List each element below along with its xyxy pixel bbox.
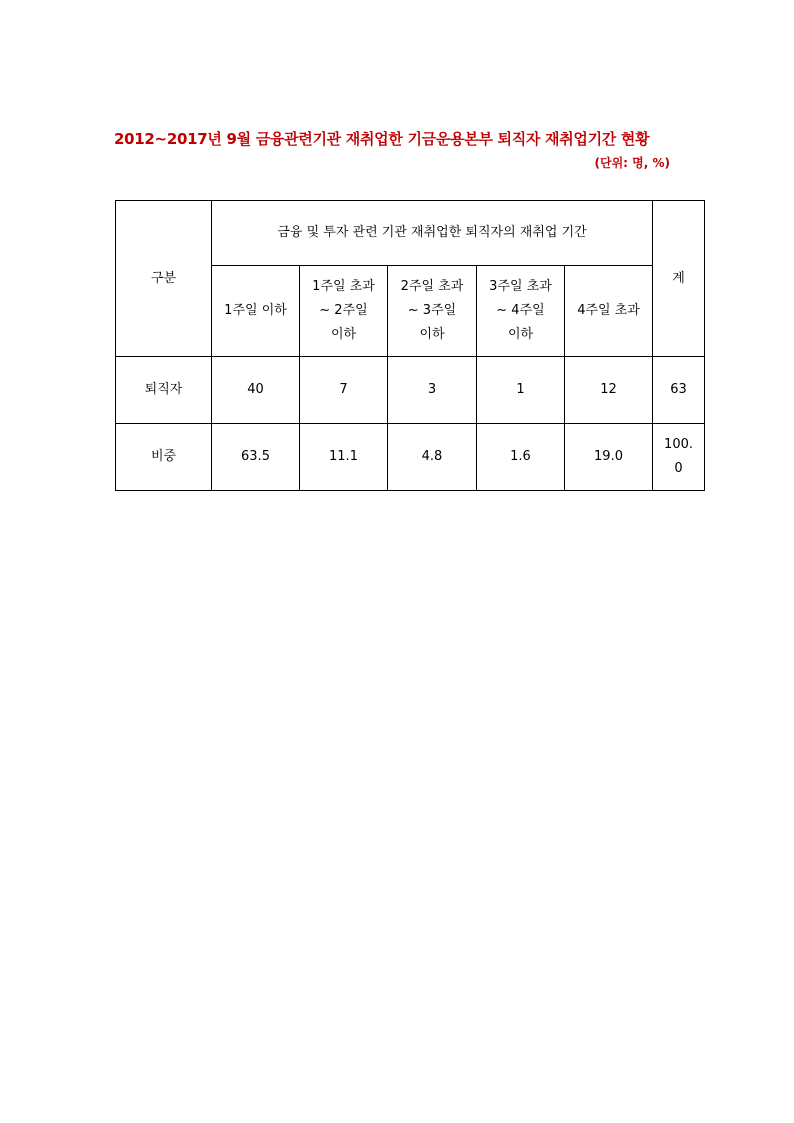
row-header-label: 구분 (150, 270, 177, 286)
table-cell: 40 (212, 357, 300, 424)
total-header-cell (653, 201, 705, 357)
group-header: 금융 및 투자 관련 기관 재취업한 퇴직자의 재취업 기간 (277, 225, 587, 240)
table-cell: 1 (477, 357, 565, 424)
period-header-line: 이하 (507, 327, 534, 342)
period-header-line: 이하 (330, 327, 357, 342)
row-total-cell (653, 424, 705, 491)
row-header-label-cell (116, 201, 212, 357)
header-row-group (116, 201, 705, 266)
table-cell: 63.5 (212, 424, 300, 491)
table-cell: 3 (388, 357, 477, 424)
table-row (116, 357, 705, 424)
row-total-line: 100. (664, 437, 693, 452)
period-header-cell (300, 266, 388, 357)
table-cell: 19.0 (565, 424, 653, 491)
table-cell: 7 (300, 357, 388, 424)
period-header-line: 2주일 초과 (400, 279, 464, 294)
group-header-cell (212, 201, 653, 266)
period-header-cell (388, 266, 477, 357)
row-total: 63 (653, 357, 705, 424)
table-row (116, 424, 705, 491)
table-cell: 4.8 (388, 424, 477, 491)
period-header-line: 4주일 초과 (577, 303, 640, 318)
reemployment-period-table (115, 200, 705, 491)
period-header-line: ~ 2주일 (319, 303, 368, 318)
row-total-line: 0 (674, 461, 683, 476)
period-header-line: 3주일 초과 (489, 279, 552, 294)
table-cell: 1.6 (477, 424, 565, 491)
document-title: 2012~2017년 9월 금융관련기관 재취업한 기금운용본부 퇴직자 재취업기간 현황 (114, 130, 650, 148)
period-header-line: 1주일 이하 (224, 303, 287, 318)
period-header-cell (565, 266, 653, 357)
period-header-line: ~ 4주일 (496, 303, 545, 318)
total-header: 계 (672, 270, 685, 286)
period-header-line: 1주일 초과 (312, 279, 375, 294)
unit-note: (단위: 명, %) (594, 156, 670, 170)
row-label: 비중 (116, 424, 212, 491)
period-header-line: 이하 (419, 327, 445, 342)
period-header-cell (477, 266, 565, 357)
row-label: 퇴직자 (116, 357, 212, 424)
period-header-line: ~ 3주일 (407, 303, 457, 318)
table-cell: 11.1 (300, 424, 388, 491)
table-cell: 12 (565, 357, 653, 424)
period-header-cell (212, 266, 300, 357)
